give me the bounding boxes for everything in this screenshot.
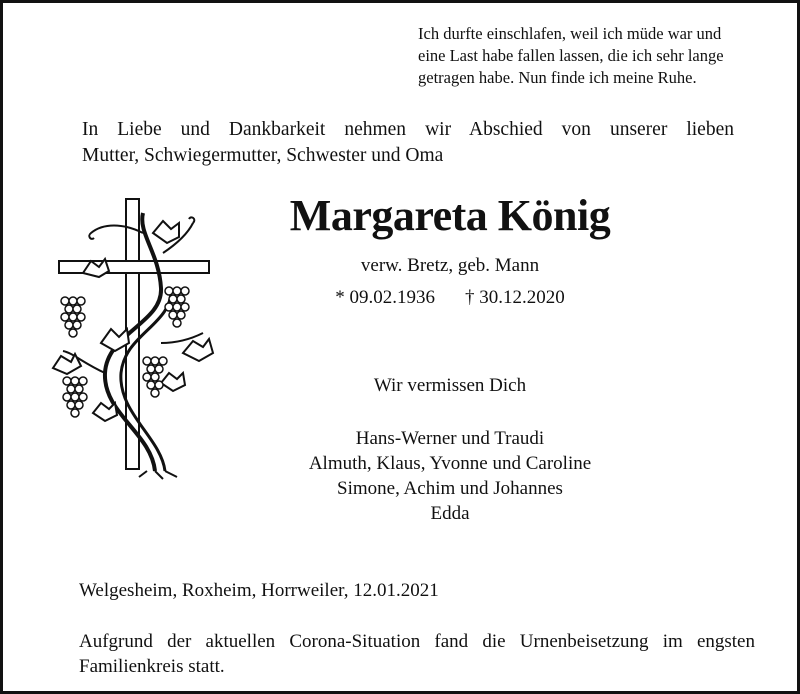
mourner-line: Simone, Achim und Johannes <box>337 478 563 499</box>
birth-date: * 09.02.1936 <box>335 287 435 308</box>
life-dates <box>235 286 665 310</box>
deceased-maiden-name: verw. Bretz, geb. Mann <box>360 255 540 276</box>
note-line: Familienkreis statt. <box>79 656 225 677</box>
mourner-line: Edda <box>430 503 470 524</box>
burial-note <box>79 629 755 679</box>
intro-line: Mutter, Schwiegermutter, Schwester und Oma <box>82 145 444 166</box>
note-line: Aufgrund der aktuellen Corona-Situation fand die Urnenbeisetzung im engsten <box>79 631 755 652</box>
death-date: † 30.12.2020 <box>465 287 565 308</box>
cross-with-grapevine-icon <box>43 193 223 483</box>
motto-line: eine Last habe fallen lassen, die ich sehr lange <box>418 46 724 65</box>
motto-quote <box>418 23 788 89</box>
mourner-line: Almuth, Klaus, Yvonne und Caroline <box>308 453 592 474</box>
deceased-name: Margareta König <box>289 191 611 240</box>
intro-text <box>82 117 734 169</box>
mourner-line: Hans-Werner und Traudi <box>355 428 545 449</box>
mourners-list <box>235 426 665 526</box>
motto-line: Ich durfte einschlafen, weil ich müde war und <box>418 24 722 43</box>
motto-line: getragen habe. Nun finde ich meine Ruhe. <box>418 68 697 87</box>
miss-you-line: Wir vermissen Dich <box>373 375 527 396</box>
intro-line: In Liebe und Dankbarkeit nehmen wir Abschied von unserer lieben <box>82 119 734 140</box>
place-and-date: Welgesheim, Roxheim, Horrweiler, 12.01.2021 <box>79 580 439 601</box>
